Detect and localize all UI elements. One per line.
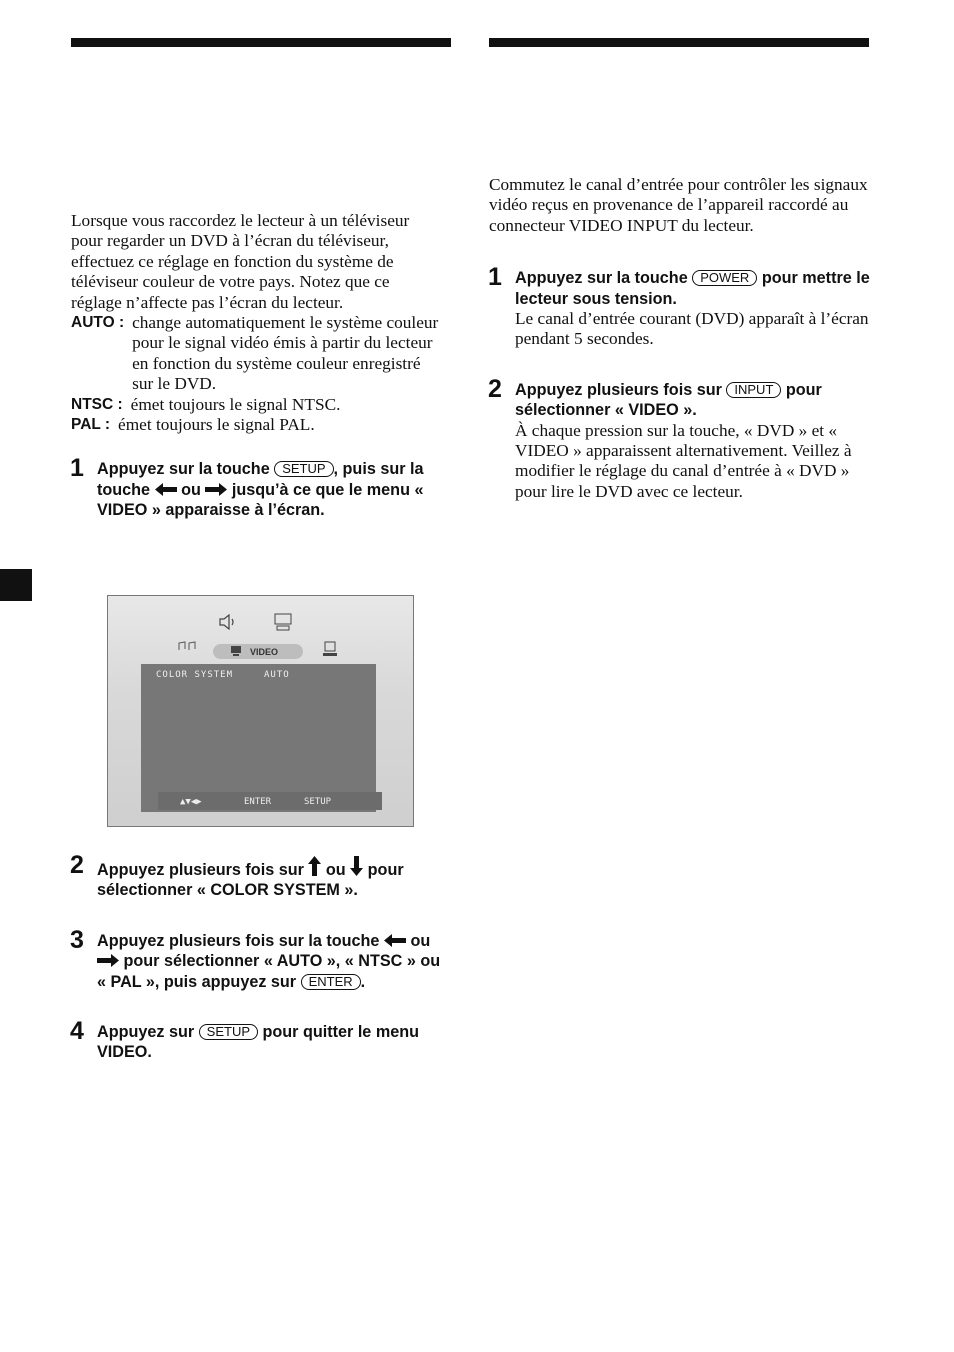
music-icon bbox=[176, 640, 198, 654]
step-text: pour sélectionner « COLOR SYSTEM ». bbox=[97, 861, 404, 900]
input-key: INPUT bbox=[726, 382, 781, 398]
step-text: Appuyez sur bbox=[97, 1023, 195, 1042]
section-tab bbox=[0, 569, 32, 601]
def-desc: change automatiquement le système couleur pour le signal vidéo émis à partir du lecteur en fonction du système couleur enregistré sur le DVD. bbox=[132, 313, 439, 394]
enter-key: ENTER bbox=[301, 974, 361, 990]
step-text: . bbox=[360, 972, 366, 991]
left-step-3 bbox=[70, 925, 443, 992]
right-step-2 bbox=[488, 374, 874, 502]
def-term: PAL : bbox=[71, 416, 111, 434]
step-number: 2 bbox=[488, 374, 502, 403]
step-text: pour sélectionner « VIDEO ». bbox=[515, 380, 822, 420]
step-number: 3 bbox=[70, 925, 84, 954]
left-column-lower bbox=[70, 851, 443, 1063]
step-text: Appuyez plusieurs fois sur la touche bbox=[97, 931, 380, 950]
step-text: jusqu’à ce que le menu « VIDEO » apparaisse à l’écran. bbox=[97, 480, 424, 520]
right-column bbox=[489, 175, 874, 502]
right-step-1 bbox=[488, 263, 874, 350]
monitor-icon bbox=[230, 645, 242, 657]
setup-key: SETUP bbox=[199, 1024, 258, 1040]
menu-panel bbox=[141, 664, 376, 812]
arrow-right-icon bbox=[205, 483, 227, 496]
def-term: NTSC : bbox=[71, 395, 123, 413]
setup-label: SETUP bbox=[304, 797, 332, 807]
right-header-rule bbox=[489, 38, 869, 47]
speaker-icon bbox=[218, 614, 238, 630]
def-ntsc bbox=[71, 395, 443, 415]
arrow-left-icon bbox=[384, 934, 406, 947]
step-text: Appuyez sur la touche bbox=[515, 269, 688, 288]
step-body: À chaque pression sur la touche, « DVD » et « VIDEO » apparaissent alternativement. Veillez à modifier le réglage du canal d’entrée à « DVD » pour lire le DVD avec ce lecteur. bbox=[515, 420, 852, 501]
arrow-down-icon bbox=[350, 856, 363, 876]
step-text: ou bbox=[410, 931, 431, 950]
step-text: ou bbox=[325, 861, 346, 879]
step-number: 2 bbox=[70, 851, 84, 879]
left-intro: Lorsque vous raccordez le lecteur à un téléviseur pour regarder un DVD à l’écran du téléviseur, effectuez ce réglage en fonction du système de téléviseur couleur de votre pays. Notez que ce réglage n’affecte pas l’écran du lecteur. bbox=[71, 211, 410, 312]
step-number: 1 bbox=[488, 263, 502, 292]
menu-item-color-system: COLOR SYSTEM bbox=[156, 670, 234, 680]
def-desc: émet toujours le signal PAL. bbox=[118, 415, 315, 435]
left-header-rule bbox=[71, 38, 451, 47]
step-text: ou bbox=[181, 480, 201, 499]
arrow-right-icon bbox=[97, 954, 119, 967]
arrow-left-icon bbox=[155, 483, 177, 496]
left-column bbox=[71, 211, 443, 521]
def-pal bbox=[71, 415, 443, 435]
left-step-2 bbox=[70, 851, 443, 901]
def-term: AUTO : bbox=[71, 314, 125, 332]
def-desc: émet toujours le signal NTSC. bbox=[130, 394, 341, 414]
step-text: Appuyez sur la touche bbox=[97, 460, 270, 479]
step-text: pour quitter le menu VIDEO. bbox=[97, 1023, 419, 1062]
step-text: pour mettre le lecteur sous tension. bbox=[515, 269, 870, 308]
left-step-4 bbox=[70, 1017, 443, 1063]
step-text: Appuyez plusieurs fois sur bbox=[97, 861, 304, 879]
power-key: POWER bbox=[692, 270, 757, 286]
display-icon bbox=[322, 641, 338, 657]
video-menu-screenshot bbox=[107, 595, 414, 827]
right-intro: Commutez le canal d’entrée pour contrôler les signaux vidéo reçus en provenance de l’appareil raccordé au connecteur VIDEO INPUT du lecteur. bbox=[489, 175, 868, 235]
enter-label: ENTER bbox=[244, 797, 272, 807]
step-text: Appuyez plusieurs fois sur bbox=[515, 380, 722, 399]
step-number: 1 bbox=[70, 454, 84, 483]
def-auto bbox=[71, 313, 443, 395]
nav-arrows-icon: ▲▼◀▶ bbox=[180, 797, 202, 807]
dvd-icon bbox=[274, 613, 292, 631]
setup-key: SETUP bbox=[274, 461, 333, 477]
arrow-up-icon bbox=[308, 856, 321, 876]
step-text: pour sélectionner « AUTO », « NTSC » ou « PAL », puis appuyez sur bbox=[97, 952, 441, 991]
video-tab-label: VIDEO bbox=[250, 647, 279, 657]
left-step-1 bbox=[70, 454, 443, 520]
step-number: 4 bbox=[70, 1017, 84, 1046]
step-text: , puis sur la touche bbox=[97, 460, 424, 499]
menu-item-value: AUTO bbox=[264, 670, 290, 680]
step-body: Le canal d’entrée courant (DVD) apparaît à l’écran pendant 5 secondes. bbox=[515, 309, 869, 349]
